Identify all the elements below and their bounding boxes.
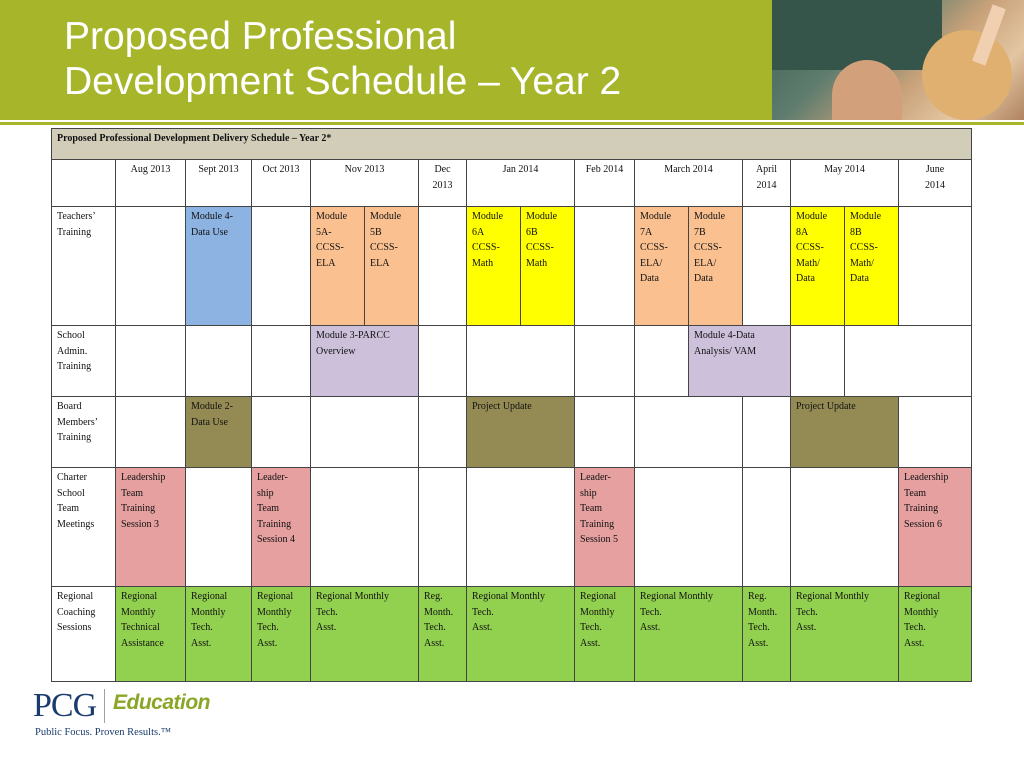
month-header: Feb 2014 bbox=[575, 160, 635, 207]
table-caption: Proposed Professional Development Delivery Schedule – Year 2* bbox=[52, 129, 972, 160]
table-cell bbox=[467, 326, 575, 397]
classroom-photo bbox=[772, 0, 1024, 120]
table-cell: Module 5A- CCSS- ELA bbox=[311, 207, 365, 326]
table-cell bbox=[116, 207, 186, 326]
table-cell bbox=[635, 397, 743, 468]
table-cell: Regional Monthly Tech. Asst. bbox=[635, 587, 743, 682]
table-cell bbox=[791, 468, 899, 587]
table-cell: Regional Monthly Technical Assistance bbox=[116, 587, 186, 682]
logo-education: Education bbox=[113, 691, 211, 714]
row-label: School Admin. Training bbox=[52, 326, 116, 397]
table-cell: Leader- ship Team Training Session 4 bbox=[252, 468, 311, 587]
table-cell bbox=[419, 468, 467, 587]
months-row bbox=[52, 160, 972, 207]
table-cell: Regional Monthly Tech. Asst. bbox=[899, 587, 972, 682]
row-label: Charter School Team Meetings bbox=[52, 468, 116, 587]
table-cell bbox=[743, 468, 791, 587]
table-cell: Reg. Month. Tech. Asst. bbox=[419, 587, 467, 682]
table-cell: Module 8B CCSS- Math/ Data bbox=[845, 207, 899, 326]
table-cell bbox=[743, 397, 791, 468]
table-cell bbox=[791, 326, 845, 397]
table-cell bbox=[252, 397, 311, 468]
table-cell: Regional Monthly Tech. Asst. bbox=[467, 587, 575, 682]
table-cell bbox=[186, 326, 252, 397]
table-row-regional-coaching-sessions bbox=[52, 587, 972, 682]
table-cell: Module 6B CCSS- Math bbox=[521, 207, 575, 326]
row-label: Regional Coaching Sessions bbox=[52, 587, 116, 682]
month-header: May 2014 bbox=[791, 160, 899, 207]
month-header: Aug 2013 bbox=[116, 160, 186, 207]
table-cell: Module 6A CCSS- Math bbox=[467, 207, 521, 326]
table-cell: Leader- ship Team Training Session 5 bbox=[575, 468, 635, 587]
header-band bbox=[0, 0, 1024, 120]
table-cell bbox=[311, 397, 419, 468]
table-cell: Project Update bbox=[467, 397, 575, 468]
table-cell: Regional Monthly Tech. Asst. bbox=[186, 587, 252, 682]
table-cell: Regional Monthly Tech. Asst. bbox=[791, 587, 899, 682]
table-cell: Project Update bbox=[791, 397, 899, 468]
header-rule bbox=[0, 122, 1024, 125]
month-header: Jan 2014 bbox=[467, 160, 575, 207]
month-header: Nov 2013 bbox=[311, 160, 419, 207]
table-cell bbox=[252, 207, 311, 326]
table-cell: Module 2- Data Use bbox=[186, 397, 252, 468]
row-label: Board Members’ Training bbox=[52, 397, 116, 468]
table-cell bbox=[575, 397, 635, 468]
table-cell bbox=[419, 326, 467, 397]
table-cell bbox=[635, 468, 743, 587]
logo-divider bbox=[104, 689, 105, 723]
logo-tagline: Public Focus. Proven Results.™ bbox=[35, 727, 172, 738]
table-cell bbox=[575, 207, 635, 326]
table-cell bbox=[635, 326, 689, 397]
table-cell: Reg. Month. Tech. Asst. bbox=[743, 587, 791, 682]
table-cell bbox=[419, 207, 467, 326]
table-cell: Module 4- Data Use bbox=[186, 207, 252, 326]
table-row-school-admin-training bbox=[52, 326, 972, 397]
table-cell bbox=[899, 397, 972, 468]
table-row-charter-school-team-meetings bbox=[52, 468, 972, 587]
month-header: April 2014 bbox=[743, 160, 791, 207]
table-cell bbox=[116, 326, 186, 397]
table-cell bbox=[743, 207, 791, 326]
month-header-blank bbox=[52, 160, 116, 207]
table-cell: Module 5B CCSS- ELA bbox=[365, 207, 419, 326]
chalkboard-shape bbox=[772, 0, 942, 70]
month-header: Sept 2013 bbox=[186, 160, 252, 207]
table-cell bbox=[899, 207, 972, 326]
table-cell bbox=[467, 468, 575, 587]
table-cell: Regional Monthly Tech. Asst. bbox=[252, 587, 311, 682]
table-cell bbox=[186, 468, 252, 587]
table-row-teachers-training bbox=[52, 207, 972, 326]
table-cell: Leadership Team Training Session 3 bbox=[116, 468, 186, 587]
month-header: March 2014 bbox=[635, 160, 743, 207]
schedule-table bbox=[51, 128, 972, 682]
student-head-shape bbox=[922, 30, 1012, 120]
table-cell: Module 7B CCSS- ELA/ Data bbox=[689, 207, 743, 326]
pcg-education-logo bbox=[33, 683, 293, 753]
month-header: June 2014 bbox=[899, 160, 972, 207]
table-cell bbox=[845, 326, 972, 397]
table-cell bbox=[116, 397, 186, 468]
table-cell: Leadership Team Training Session 6 bbox=[899, 468, 972, 587]
table-cell bbox=[575, 326, 635, 397]
title-line-2: Development Schedule – Year 2 bbox=[64, 60, 622, 103]
table-cell bbox=[311, 468, 419, 587]
month-header: Oct 2013 bbox=[252, 160, 311, 207]
row-label: Teachers’ Training bbox=[52, 207, 116, 326]
caption-row bbox=[52, 129, 972, 160]
table-cell bbox=[252, 326, 311, 397]
logo-pcg: PCG bbox=[33, 687, 97, 724]
table-cell bbox=[419, 397, 467, 468]
table-cell: Module 3-PARCC Overview bbox=[311, 326, 419, 397]
table-cell: Module 7A CCSS- ELA/ Data bbox=[635, 207, 689, 326]
title-line-1: Proposed Professional bbox=[64, 15, 457, 58]
table-row-board-members-training bbox=[52, 397, 972, 468]
table-cell: Module 4-Data Analysis/ VAM bbox=[689, 326, 791, 397]
month-header: Dec 2013 bbox=[419, 160, 467, 207]
table-cell: Module 8A CCSS- Math/ Data bbox=[791, 207, 845, 326]
table-cell: Regional Monthly Tech. Asst. bbox=[311, 587, 419, 682]
slide-title bbox=[64, 14, 764, 104]
table-cell: Regional Monthly Tech. Asst. bbox=[575, 587, 635, 682]
